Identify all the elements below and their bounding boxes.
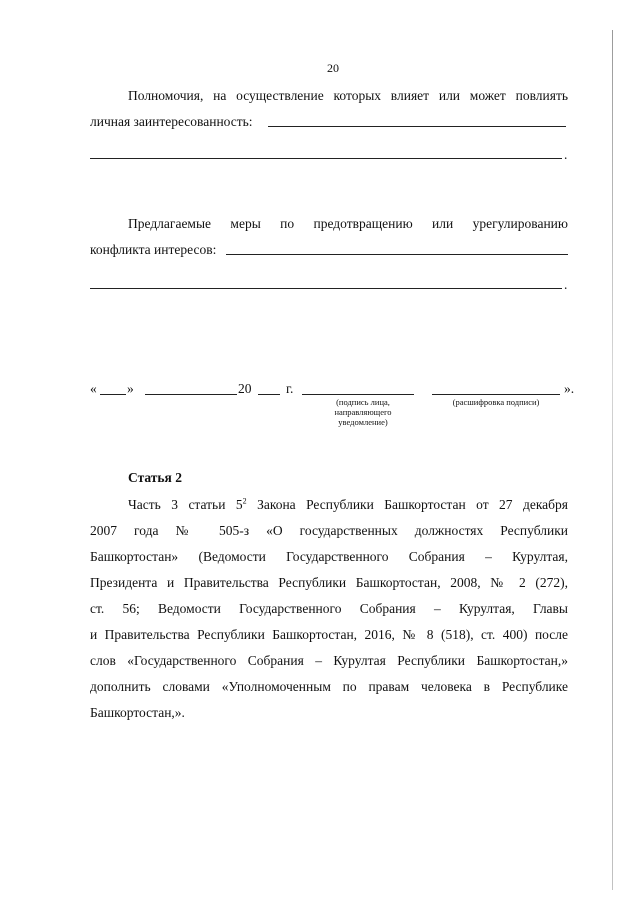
personal-interest-blank-2[interactable]: [90, 158, 562, 159]
date-quote-open: «: [90, 381, 97, 396]
article-line: Башкортостан,».: [90, 705, 185, 720]
article-line: Часть 3 статьи $5^2$ Закона Республики Башкортостан от 27 декабря: [128, 496, 569, 512]
signature-end: ».: [564, 381, 575, 396]
section1-end-mark: .: [564, 147, 568, 162]
personal-interest-label: личная заинтересованность:: [90, 114, 253, 129]
article-line: Башкортостан» (Ведомости Государственного Собрания – Курултая,: [90, 549, 568, 564]
signature-caption-line: уведомление): [338, 417, 388, 427]
signature-blank[interactable]: [302, 394, 414, 395]
article-superscript: 2: [242, 496, 247, 506]
date-year-blank[interactable]: [258, 394, 280, 395]
page-number: 20: [327, 61, 339, 75]
section2-end-mark: .: [564, 277, 568, 292]
signature-decoding-blank[interactable]: [432, 394, 560, 395]
date-year-prefix: 20: [238, 381, 252, 396]
article-line: слов «Государственного Собрания – Курултая Республики Башкортостан,»: [90, 653, 568, 668]
personal-interest-blank-1[interactable]: [268, 126, 566, 127]
date-day-blank[interactable]: [100, 394, 126, 395]
article-line: ст. 56; Ведомости Государственного Собрания – Курултая, Главы: [90, 601, 568, 616]
article-line: 2007 года № 505-з «О государственных должностях Республики: [90, 523, 568, 538]
conflict-blank-2[interactable]: [90, 288, 562, 289]
powers-statement-line: Полномочия, на осуществление которых влияет или может повлиять: [128, 88, 568, 103]
proposed-measures-line: Предлагаемые меры по предотвращению или урегулированию: [128, 216, 568, 231]
date-quote-close: »: [127, 381, 134, 396]
signature-caption-line: (подпись лица,: [336, 397, 390, 407]
article-line: дополнить словами «Уполномоченным по правам человека в Республике: [90, 679, 568, 694]
signature-decoding-caption: (расшифровка подписи): [452, 397, 540, 407]
conflict-interest-label: конфликта интересов:: [90, 242, 217, 257]
date-month-blank[interactable]: [145, 394, 237, 395]
article-line: и Правительства Республики Башкортостан, 2016, № 8 (518), ст. 400) после: [90, 627, 568, 642]
signature-caption-line: направляющего: [334, 407, 392, 417]
conflict-blank-1[interactable]: [226, 254, 568, 255]
scan-edge-line: [612, 30, 613, 890]
article-line: Президента и Правительства Республики Башкортостан, 2008, № 2 (272),: [90, 575, 568, 590]
signature-caption: [318, 397, 408, 427]
article-heading: Статья 2: [128, 470, 182, 485]
date-year-suffix: г.: [286, 381, 294, 396]
